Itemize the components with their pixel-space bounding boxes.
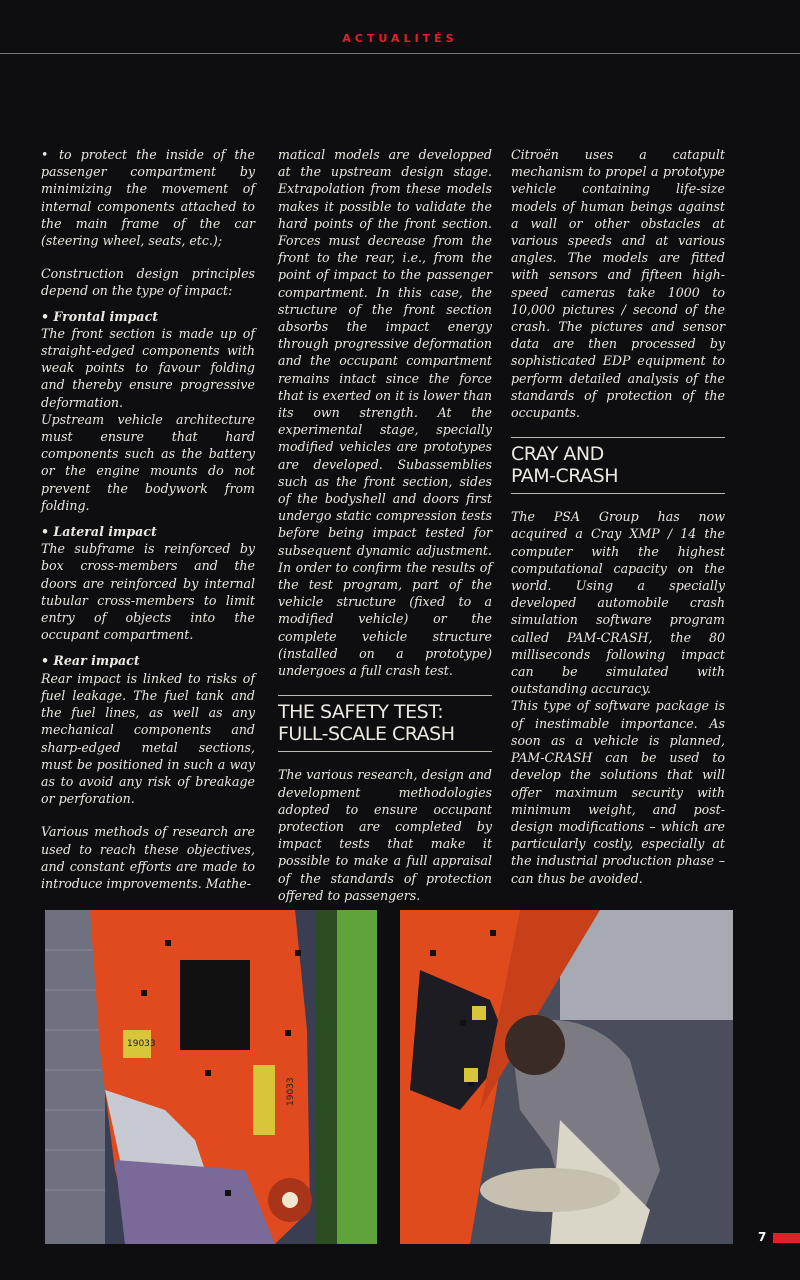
frontal-impact-heading: • Frontal impact: [41, 308, 159, 324]
rear-impact-heading: • Rear impact: [41, 653, 140, 669]
models-paragraph: matical models are developped at the upstream design stage. Extrapolation from these models makes it possible to validate the hard points of the front section. Forces must decrease from the front to the rear, i.e., from the point of impact to the passenger compartment. In this case, the structure of the front section absorbs the impact energy through progressive deformation and the occupant compartment remains intact since the force that is exerted on it is lower than its own strength. At the experimental stage, specially modified vehicles are prototypes are developed. Subassemblies such as the front section, sides of the bodyshell and doors first undergo static compression tests before being impact tested for subsequent dynamic adjustment. In order to confirm the results of the test program, part of the vehicle structure (fixed to a modified vehicle) or the complete vehicle structure (installed on a prototype) undergoes a full crash test.: [278, 147, 492, 679]
bullet-icon: •: [41, 147, 49, 162]
page-header: [0, 0, 800, 54]
frontal-paragraph-1: The front section is made up of straight-edged components with weak points to favour folding and thereby ensure progressive deformation.: [41, 325, 255, 410]
bullet-text: to protect the inside of the passenger compartment by minimizing the movement of internal components attached to the main frame of the car (steering wheel, seats, etc.);: [41, 147, 255, 249]
vehicle-tag-small: 19033: [127, 1039, 156, 1049]
crash-test-photo-right: [400, 910, 733, 1244]
catapult-paragraph: Citroën uses a catapult mechanism to propel a prototype vehicle containing life-size models of human beings against a wall or other obstacles at various speeds and at various angles. The models are fitted with sensors and fifteen high-speed cameras take 1000 to 10,000 pictures / second of the crash. The pictures and sensor data are then processed by sophisticated EDP equipment to perform detailed analysis of the standards of protection of the occupants.: [511, 147, 725, 421]
section-label: ACTUALITÉS: [342, 32, 458, 45]
cray-heading: [511, 437, 725, 494]
crash-test-photo-left: [45, 910, 377, 1244]
lateral-impact-heading: • Lateral impact: [41, 524, 157, 540]
page-accent-bar: [773, 1233, 800, 1243]
rear-paragraph: Rear impact is linked to risks of fuel leakage. The fuel tank and the fuel lines, as well as any mechanical components and sharp-edged metal sections, must be positioned in such a way as to avoid any risk of breakage or perforation.: [41, 670, 255, 807]
engineer-inspecting-car-image: [400, 910, 733, 1244]
cray-heading-line-2: PAM-CRASH: [511, 465, 619, 488]
crashed-car-front-image: [45, 910, 377, 1244]
page-number: 7: [758, 1230, 767, 1244]
cray-paragraph: The PSA Group has now acquired a Cray XMP / 14 the computer with the highest computational capacity on the world. Using a specially developed automobile crash simulation software program called PAM-CRASH, the 80 milliseconds following impact can be simulated with outstanding accuracy.: [511, 509, 725, 697]
safety-test-heading-line-2: FULL-SCALE CRASH: [278, 723, 455, 746]
safety-test-heading: [278, 695, 492, 752]
intro-paragraph: Construction design principles depend on the type of impact:: [41, 266, 255, 299]
methodologies-paragraph: The various research, design and development methodologies adopted to ensure occupant protection are completed by impact tests that make it possible to make a full appraisal of the standards of protection offered to passengers.: [278, 767, 492, 903]
column-1: [41, 146, 255, 901]
lateral-paragraph: The subframe is reinforced by box cross-members and the doors are reinforced by internal tubular cross-members to limit entry of objects into the occupant compartment.: [41, 541, 255, 643]
vehicle-tag-vertical: 19033: [286, 1077, 296, 1106]
bullet-paragraph: [41, 146, 255, 249]
methods-paragraph: Various methods of research are used to reach these objectives, and constant efforts are made to introduce improvements. Mathe-: [41, 824, 255, 891]
frontal-paragraph-2: Upstream vehicle architecture must ensure that hard components such as the battery or the engine mounts do not prevent the bodywork from folding.: [41, 411, 255, 513]
software-paragraph: This type of software package is of inestimable importance. As soon as a vehicle is planned, PAM-CRASH can be used to develop the solutions that will offer maximum security with minimum weight, and post-design modifications – which are particularly costly, especially at the industrial production phase – can thus be avoided.: [511, 698, 725, 886]
column-3: [511, 146, 725, 896]
cray-heading-line-1: CRAY AND: [511, 443, 604, 466]
safety-test-heading-line-1: THE SAFETY TEST:: [278, 701, 444, 724]
column-2: [278, 146, 492, 913]
